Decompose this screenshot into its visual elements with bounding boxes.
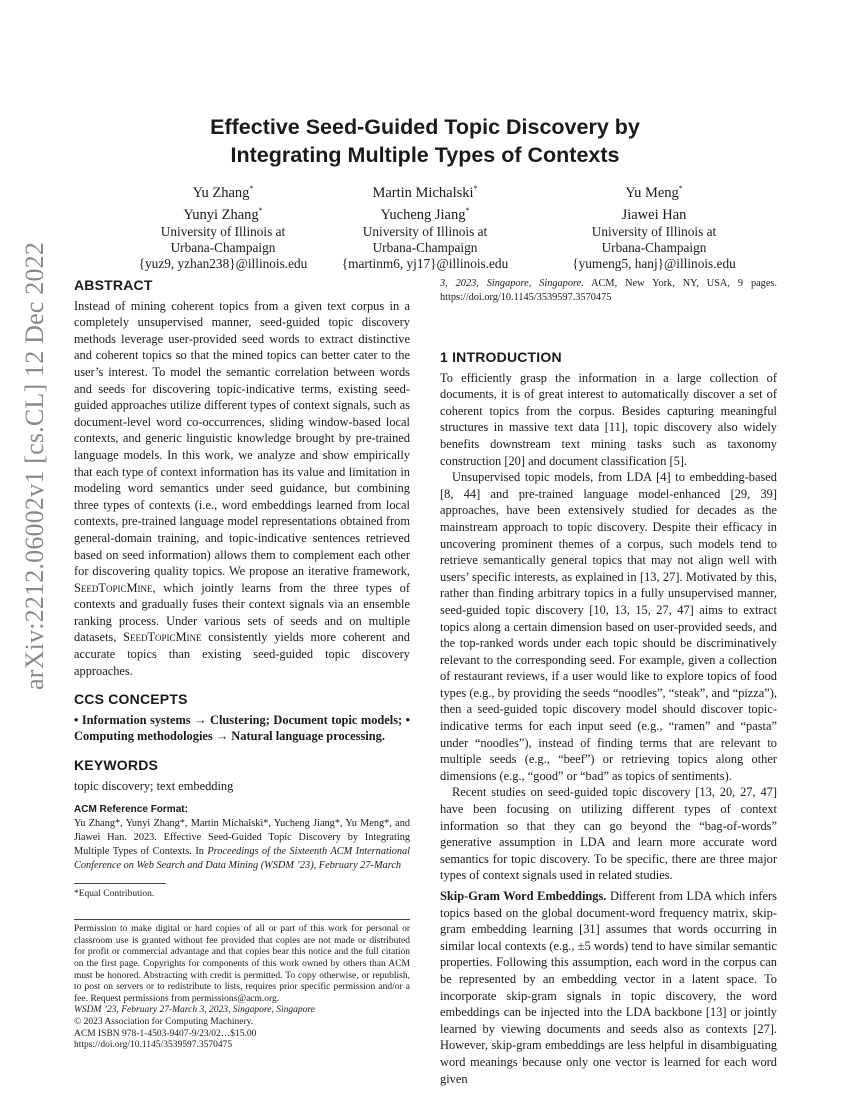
affiliation: University of Illinois at: [362, 223, 488, 239]
affiliation: Urbana-Champaign: [170, 239, 276, 255]
method-name: SeedTopicMine: [74, 580, 153, 595]
acm-reference-text: Yu Zhang*, Yunyi Zhang*, Martin Michalski*, Yucheng Jiang*, Yu Meng*, and Jiawei Han. 2023. Effective Seed-Guided Topic Discovery by Integrating Multiple Types of Contexts. In Proceedings of the Sixteenth ACM International Conference on Web Search and Data Mining (WSDM ’23), February 27-March: [74, 818, 410, 872]
author-email: {yuz9, yzhan238}@illinois.edu: [138, 256, 308, 272]
author-name: Yucheng Jiang: [380, 206, 466, 223]
equal-contribution-footnote: *Equal Contribution.: [74, 889, 155, 900]
paper-title: [0, 113, 850, 169]
conference-line: WSDM ’23, February 27-March 3, 2023, Singapore, Singapore: [74, 1005, 315, 1016]
affiliation: Urbana-Champaign: [601, 239, 707, 255]
introduction-heading: 1 INTRODUCTION: [440, 349, 562, 365]
keywords-text: topic discovery; text embedding: [74, 778, 234, 793]
acm-reference-heading: ACM Reference Format:: [74, 804, 188, 816]
author-email: {yumeng5, hanj}@illinois.edu: [572, 256, 736, 272]
author-name: Yu Zhang: [192, 184, 250, 201]
author-name: Martin Michalski: [372, 184, 474, 201]
author-column-2: Martin Michalski* Yucheng Jiang* University of Illinois at Urbana-Champaign {martinm6, yj17}@illinois.edu: [310, 180, 540, 272]
title-line-1: Effective Seed-Guided Topic Discovery by: [210, 115, 640, 139]
copyright-line: © 2023 Association for Computing Machinery.: [74, 1016, 254, 1027]
method-name: SeedTopicMine: [123, 630, 202, 645]
affiliation: Urbana-Champaign: [372, 239, 478, 255]
author-column-1: Yu Zhang* Yunyi Zhang* University of Illinois at Urbana-Champaign {yuz9, yzhan238}@illinois.edu: [108, 180, 338, 272]
intro-paragraph-1: To efficiently grasp the information in a large collection of documents, it is of great interest to automatically discover a set of coherent topics from the corpus. Besides capturing meaningful structures in massive text data [11], topic discovery also widely benefits downstream text mining tasks such as taxonomy construction [20] and document classification [5].: [440, 370, 777, 468]
intro-paragraph-3: Recent studies on seed-guided topic discovery [13, 20, 27, 47] have been focusing on utilizing different types of context information so that they can go beyond the “bag-of-words” generative assumption in LDA and learn more accurate word semantics for topic discovery. To be specific, there are three major types of context signals used in related studies.: [440, 785, 777, 883]
ccs-concepts: • Information systems → Clustering; Document topic models; • Computing methodologies → Natural language processing.: [74, 712, 410, 744]
isbn-line: ACM ISBN 978-1-4503-9407-9/23/02…$15.00: [74, 1028, 257, 1039]
skipgram-paragraph: Skip-Gram Word Embeddings. Different from LDA which infers topics based on the global document-word frequency matrix, skip-gram embedding learning [31] assumes that words occurring in similar local contexts (e.g., ±5 words) tend to have similar semantic properties. Following this assumption, each word in the corpus can be represented by an embedding vector in a latent space. To incorporate skip-gram signals in topic discovery, the word embeddings can be injected into the LDA backbone [13] or jointly learned by viewing documents and seeds also as contexts [27]. However, skip-gram embeddings are less helpful in disambiguating word meanings because only one vector is learned for each word given: [440, 889, 778, 1086]
title-line-2: Integrating Multiple Types of Contexts: [230, 143, 620, 167]
acm-reference-continued: 3, 2023, Singapore, Singapore. ACM, New York, NY, USA, 9 pages. https://doi.org/10.1145/3539597.3570475: [440, 278, 777, 303]
author-name: Jiawei Han: [621, 206, 687, 223]
permission-block: [74, 919, 410, 1052]
author-name: Yu Meng: [625, 184, 679, 201]
affiliation: University of Illinois at: [160, 223, 286, 239]
doi-link[interactable]: https://doi.org/10.1145/3539597.3570475: [74, 1040, 233, 1051]
arxiv-stamp-text: arXiv:2212.06002v1 [cs.CL] 12 Dec 2022: [20, 241, 49, 690]
left-column: [74, 277, 410, 1052]
footnote-rule: [74, 883, 166, 884]
ccs-heading: CCS CONCEPTS: [74, 691, 188, 708]
right-column: [440, 277, 777, 1087]
abstract-heading: ABSTRACT: [74, 277, 153, 293]
skipgram-lead: Skip-Gram Word Embeddings.: [440, 889, 607, 903]
permission-text: Permission to make digital or hard copies of all or part of this work for personal or classroom use is granted without fee provided that copies are not made or distributed for profit or commercial advantage and that copies bear this notice and the full citation on the first page. Copyrights for components of this work owned by others than ACM must be honored. Abstracting with credit is permitted. To copy otherwise, or republish, to post on servers or to redistribute to lists, requires prior specific permission and/or a fee. Request permissions from permissions@acm.org.: [74, 924, 410, 1004]
keywords-heading: KEYWORDS: [74, 757, 159, 774]
intro-paragraph-2: Unsupervised topic models, from LDA [4] to embedding-based [8, 44] and pre-trained language model-enhanced [29, 39] approaches, have been extensively studied for decades as the mainstream approach to topic discovery. Despite their efficacy in uncovering prominent themes of a corpus, such models tend to retrieve semantically general topics that may not align well with users’ specific interests, as explained in [13, 27]. Motivated by this, rather than finding arbitrary topics in a fully unsupervised manner, seed-guided topic discovery [10, 13, 15, 27, 47] aims to extract topics along a certain dimension based on user-provided seeds, and the top-ranked words under each topic should be discriminatively relevant to the corresponding seed. For example, given a collection of restaurant reviews, if a user would like to explore topics of food types (e.g., by providing the seeds “noodles”, “steak”, and “pizza”), then a seed-guided topic discovery model should discover topic-indicative terms for each input seed (e.g., “ramen” and “pasta” under “noodles”), instead of finding terms that are relevant to multiple seeds (e.g., “beef”) or retrieving topics along other dimensions (e.g., “good” or “bad” as topics of sentiments).: [440, 470, 777, 783]
author-name: Yunyi Zhang: [183, 206, 259, 223]
abstract-text: Instead of mining coherent topics from a given text corpus in a completely unsupervised manner, seed-guided topic discovery methods leverage user-provided seed words to extract distinctive and coherent topics so that the mined topics can better cater to the user’s interest. To model the semantic correlation between words and seeds for discovering topic-indicative terms, existing seed-guided approaches utilize different types of context signals, such as document-level word co-occurrences, sliding window-based local contexts, and generic linguistic knowledge brought by pre-trained language models. In this work, we analyze and show empirically that each type of context information has its value and limitation in modeling word semantics under seed guidance, but combining three types of contexts (i.e., word embeddings learned from local contexts, pre-trained language model representations obtained from general-domain training, and topic-indicative sentences retrieved based on seed information) allows them to complement each other for discovering quality topics. We propose an iterative framework, SeedTopicMine, which jointly learns from the three types of contexts and gradually fuses their context signals via an ensemble ranking process. Under various sets of seeds and on multiple datasets, SeedTopicMine consistently yields more coherent and accurate topics than existing seed-guided topic discovery approaches.: [74, 298, 410, 678]
author-column-3: Yu Meng* Jiawei Han University of Illinois at Urbana-Champaign {yumeng5, hanj}@illinois.edu: [539, 180, 769, 272]
author-email: {martinm6, yj17}@illinois.edu: [341, 256, 509, 272]
affiliation: University of Illinois at: [591, 223, 717, 239]
